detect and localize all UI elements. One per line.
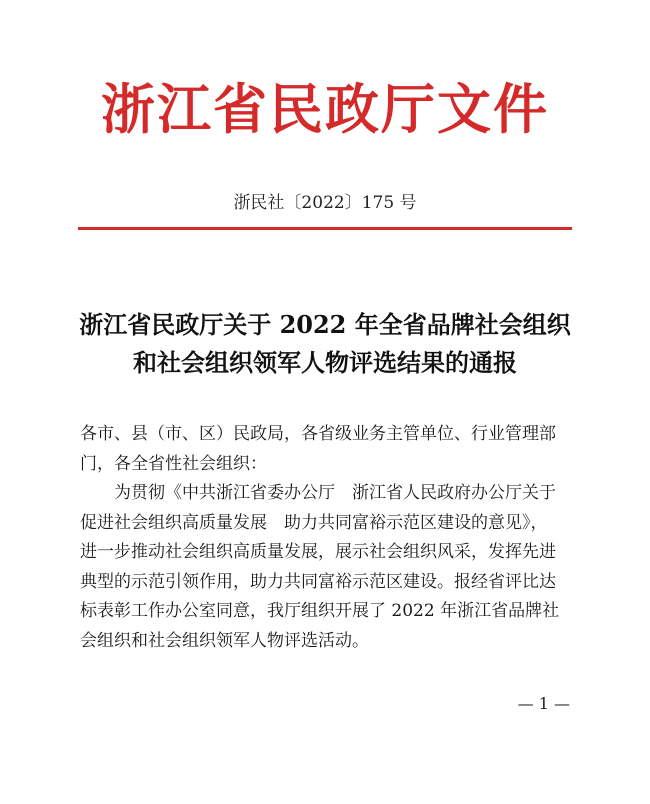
body-line: 典型的示范引领作用，助力共同富裕示范区建设。报经省评比达 [80, 571, 556, 592]
red-divider-line [78, 227, 572, 230]
body-line: 为贯彻《中共浙江省委办公厅 浙江省人民政府办公厅关于 [114, 483, 556, 503]
document-body [80, 420, 580, 656]
body-line: 标表彰工作办公室同意，我厅组织开展了 2022 年浙江省品牌社 [80, 601, 560, 621]
document-title-line: 浙江省民政厅关于 2022 年全省品牌社会组织 [79, 310, 571, 339]
document-title [40, 306, 610, 382]
body-line: 各市、县（市、区）民政局，各省级业务主管单位、行业管理部 [80, 424, 556, 444]
body-line: 促进社会组织高质量发展 助力共同富裕示范区建设的意见》， [80, 512, 548, 533]
document-title-line: 和社会组织领军人物评选结果的通报 [133, 348, 517, 377]
body-line: 门，各全省性社会组织： [80, 453, 267, 474]
body-line: 会组织和社会组织领军人物评选活动。 [80, 630, 369, 651]
document-number: 浙民社〔2022〕175 号 [233, 193, 417, 213]
issuer-header-title: 浙江省民政厅文件 [101, 77, 549, 141]
body-line: 进一步推动社会组织高质量发展，展示社会组织风采，发挥先进 [80, 542, 556, 562]
page-number: — 1 — [517, 694, 570, 713]
